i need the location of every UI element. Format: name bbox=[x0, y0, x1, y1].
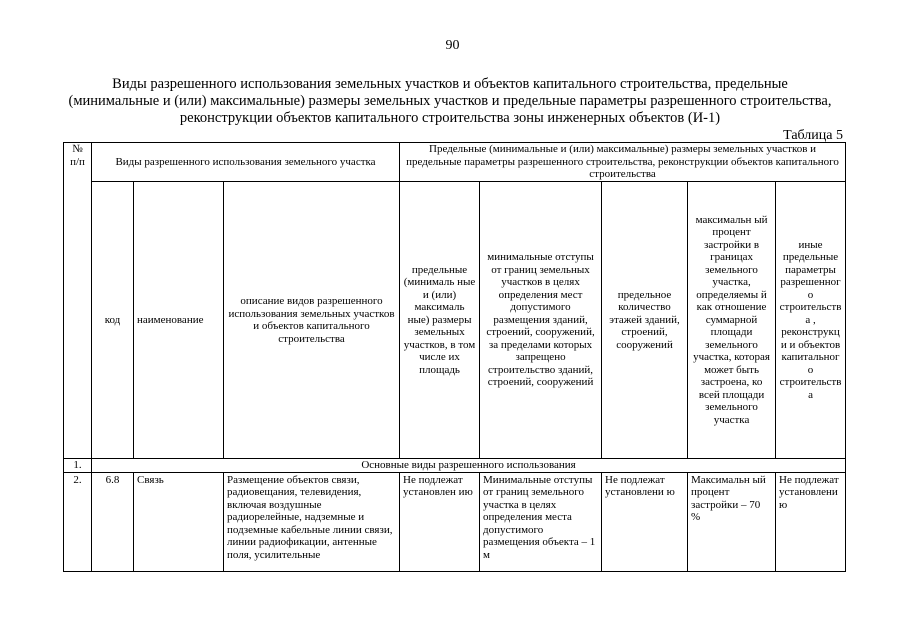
header-other-params: иные предельные параметры разрешенного строительства , реконструкци и объектов капитального строительства bbox=[776, 182, 846, 459]
row-other-params: Не подлежат установлению bbox=[776, 472, 846, 571]
row-max-coverage: Максимальн ый процент застройки – 70 % bbox=[688, 472, 776, 571]
row-max-floors: Не подлежат установлени ю bbox=[602, 472, 688, 571]
title-line: Виды разрешенного использования земельных участков и объектов капитального строительства, предельные bbox=[112, 76, 788, 92]
header-name: наименование bbox=[134, 182, 224, 459]
table-label: Таблица 5 bbox=[783, 128, 843, 143]
header-code: код bbox=[92, 182, 134, 459]
land-use-table bbox=[63, 142, 846, 572]
header-params-group: Предельные (минимальные и (или) максимальные) размеры земельных участков и предельные параметры разрешенного строительства, реконструкции объектов капитального строительства bbox=[400, 143, 846, 182]
row-num: 2. bbox=[64, 472, 92, 571]
row-name: Связь bbox=[134, 472, 224, 571]
section-label: Основные виды разрешенного использования bbox=[92, 459, 846, 473]
section-num: 1. bbox=[64, 459, 92, 473]
header-num: № п/п bbox=[64, 143, 92, 459]
header-max-coverage: максимальн ый процент застройки в границах земельного участка, определяемы й как отношение суммарной площади земельного участка, которая может быть застроена, ко всей площади земельного участка bbox=[688, 182, 776, 459]
document-title bbox=[40, 76, 860, 127]
title-line: (минимальные и (или) максимальные) размеры земельных участков и предельные параметры разрешенного строительства, bbox=[68, 93, 832, 109]
header-types-group: Виды разрешенного использования земельного участка bbox=[92, 143, 400, 182]
title-line: реконструкции объектов капитального строительства зоны инженерных объектов (И-1) bbox=[179, 110, 721, 126]
header-description: описание видов разрешенного использования земельных участков и объектов капитального строительства bbox=[224, 182, 400, 459]
row-code: 6.8 bbox=[92, 472, 134, 571]
page-number: 90 bbox=[445, 38, 460, 53]
header-size-limits: предельные (минималь ные и (или) максималь ные) размеры земельных участков, в том числе их площадь bbox=[400, 182, 480, 459]
table-row bbox=[64, 472, 846, 571]
row-size-limits: Не подлежат установлен ию bbox=[400, 472, 480, 571]
header-min-setbacks: минимальные отступы от границ земельных участков в целях определения мест допустимого размещения зданий, строений, сооружений, за пределами которых запрещено строительство зданий, строений, сооружений bbox=[480, 182, 602, 459]
row-description: Размещение объектов связи, радиовещания, телевидения, включая воздушные радиорелейные, надземные и подземные кабельные линии связи, линии радиофикации, антенные поля, усилительные bbox=[224, 472, 400, 571]
row-min-setbacks: Минимальные отступы от границ земельного участка в целях определения места допустимого размещения объекта – 1 м bbox=[480, 472, 602, 571]
header-max-floors: предельное количество этажей зданий, строений, сооружений bbox=[602, 182, 688, 459]
